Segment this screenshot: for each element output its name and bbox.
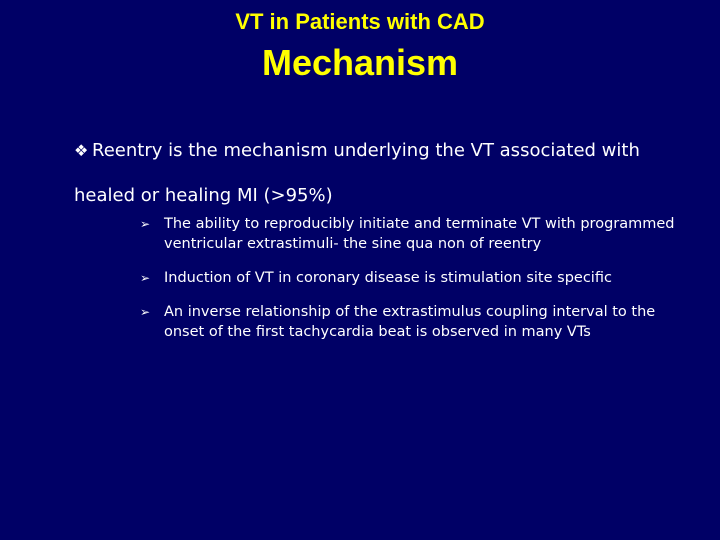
- sub-bullet-item: [140, 214, 690, 254]
- slide-title: VT in Patients with CAD: [235, 9, 485, 34]
- sub-bullet-item: [140, 268, 690, 288]
- sub-bullet-text: An inverse relationship of the extrastimulus coupling interval to the onset of the first tachycardia beat is observed in many VTs: [164, 304, 656, 340]
- sub-bullet-item: [140, 302, 690, 342]
- main-bullet-text: Reentry is the mechanism underlying the VT associated with healed or healing MI (>95%): [74, 140, 640, 206]
- sub-bullet-list: [140, 214, 690, 356]
- arrowhead-bullet-icon: ➢: [140, 271, 151, 285]
- arrowhead-bullet-icon: ➢: [140, 217, 151, 231]
- diamond-bullet-icon: ❖: [74, 141, 89, 160]
- sub-bullet-text: Induction of VT in coronary disease is stimulation site specific: [164, 270, 612, 286]
- sub-bullet-text: The ability to reproducibly initiate and terminate VT with programmed ventricular extrastimuli- the sine qua non of reentry: [164, 216, 675, 252]
- slide-subtitle: Mechanism: [261, 42, 459, 83]
- arrowhead-bullet-icon: ➢: [140, 305, 151, 319]
- main-bullet: [74, 128, 704, 218]
